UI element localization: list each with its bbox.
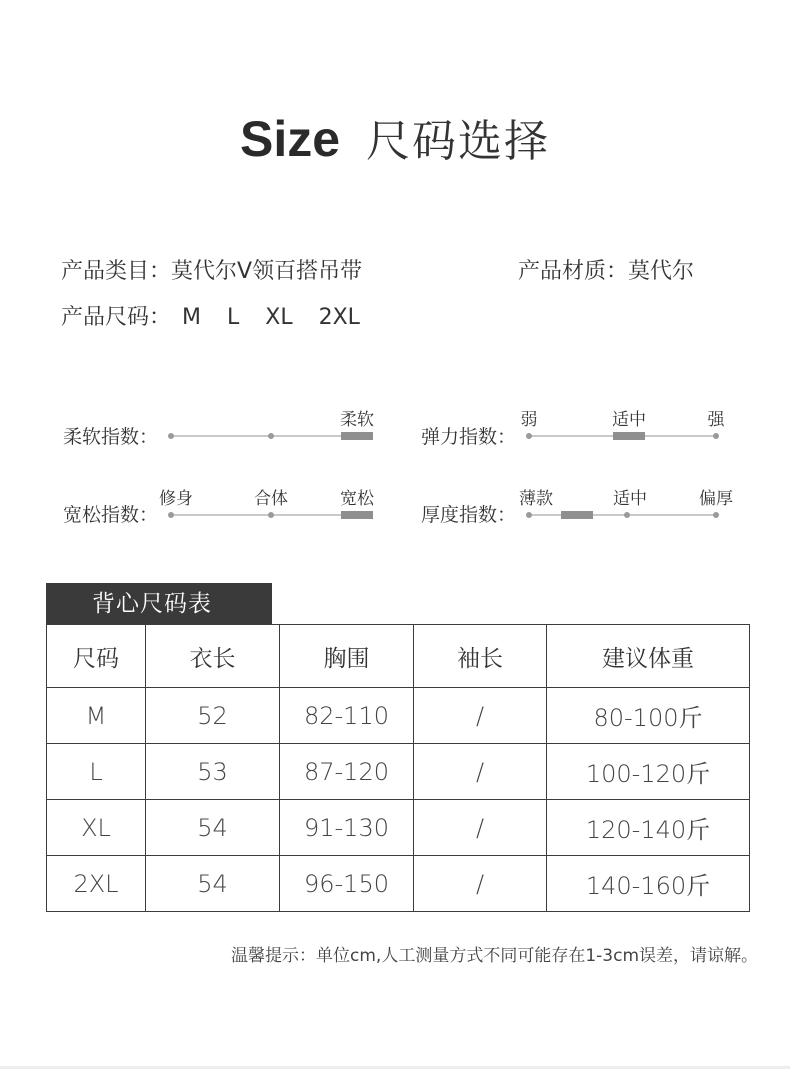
table-cell: /: [414, 744, 547, 800]
size-item: XL: [265, 305, 293, 330]
scale-dot: [526, 512, 532, 518]
thickness-tick-label: 偏厚: [699, 489, 733, 509]
softness-tick-label: 柔软: [340, 410, 374, 430]
header-size: 尺码: [47, 625, 146, 688]
table-cell: 100-120斤: [547, 744, 750, 800]
fit-index-label: 宽松指数：: [63, 504, 159, 526]
scale-dot: [624, 512, 630, 518]
table-cell: /: [414, 800, 547, 856]
table-cell: 96-150: [280, 856, 414, 912]
table-row: [47, 800, 750, 856]
table-row: [47, 744, 750, 800]
scale-selected-marker: [341, 511, 373, 519]
size-label: 产品尺码：: [61, 305, 172, 330]
table-cell: 91-130: [280, 800, 414, 856]
thickness-tick-label: 薄款: [519, 489, 553, 509]
material-value: 莫代尔: [628, 259, 695, 284]
size-table-title: 背心尺码表: [92, 591, 212, 617]
elasticity-tick-label: 强: [707, 410, 725, 430]
table-cell: 80-100斤: [547, 688, 750, 744]
table-row: [47, 856, 750, 912]
title-zh: 尺码选择: [366, 116, 551, 167]
fit-tick-label: 修身: [159, 489, 193, 509]
thickness-tick-label: 适中: [613, 489, 647, 509]
scale-dot: [268, 433, 274, 439]
fit-tick-label: 宽松: [340, 489, 374, 509]
category-label: 产品类目：: [61, 259, 172, 284]
scale-dot: [268, 512, 274, 518]
softness-scale: [171, 426, 357, 446]
size-item: M: [182, 305, 201, 330]
product-material: [518, 254, 694, 285]
elasticity-tick-label: 适中: [612, 410, 646, 430]
table-cell: 52: [146, 688, 280, 744]
elasticity-tick-label: 弱: [520, 410, 538, 430]
table-cell: 2XL: [47, 856, 146, 912]
table-cell: 120-140斤: [547, 800, 750, 856]
table-cell: XL: [47, 800, 146, 856]
table-cell: M: [47, 688, 146, 744]
table-cell: 140-160斤: [547, 856, 750, 912]
table-header-row: [47, 625, 750, 688]
table-cell: L: [47, 744, 146, 800]
scale-dot: [168, 433, 174, 439]
scale-dot: [713, 512, 719, 518]
table-row: [47, 688, 750, 744]
bottom-divider: [0, 1066, 790, 1069]
header-length: 衣长: [146, 625, 280, 688]
scale-dot: [168, 512, 174, 518]
header-weight: 建议体重: [547, 625, 750, 688]
size-list: [178, 305, 382, 330]
category-value: 莫代尔V领百搭吊带: [171, 259, 363, 284]
size-item: 2XL: [318, 305, 360, 330]
header-sleeve: 袖长: [414, 625, 547, 688]
table-cell: /: [414, 856, 547, 912]
size-item: L: [227, 305, 240, 330]
header-bust: 胸围: [280, 625, 414, 688]
table-cell: 82-110: [280, 688, 414, 744]
table-cell: 54: [146, 856, 280, 912]
table-cell: 53: [146, 744, 280, 800]
scale-dot: [713, 433, 719, 439]
fit-tick-label: 合体: [254, 489, 288, 509]
scale-selected-marker: [613, 432, 645, 440]
softness-index-label: 柔软指数：: [63, 426, 159, 448]
page-title: [0, 105, 790, 169]
table-cell: 54: [146, 800, 280, 856]
size-table-title-tab: [46, 583, 272, 625]
size-table: [46, 624, 750, 912]
material-label: 产品材质：: [518, 259, 629, 284]
scale-selected-marker: [341, 432, 373, 440]
measurement-tip: 温馨提示：单位cm,人工测量方式不同可能存在1-3cm误差，请谅解。: [231, 946, 758, 966]
scale-selected-marker: [561, 511, 593, 519]
elasticity-index-label: 弹力指数：: [421, 426, 517, 448]
title-en: Size: [239, 111, 341, 167]
product-category: [61, 254, 362, 285]
scale-dot: [526, 433, 532, 439]
table-cell: /: [414, 688, 547, 744]
table-cell: 87-120: [280, 744, 414, 800]
product-sizes: [61, 300, 382, 331]
thickness-index-label: 厚度指数：: [421, 504, 517, 526]
